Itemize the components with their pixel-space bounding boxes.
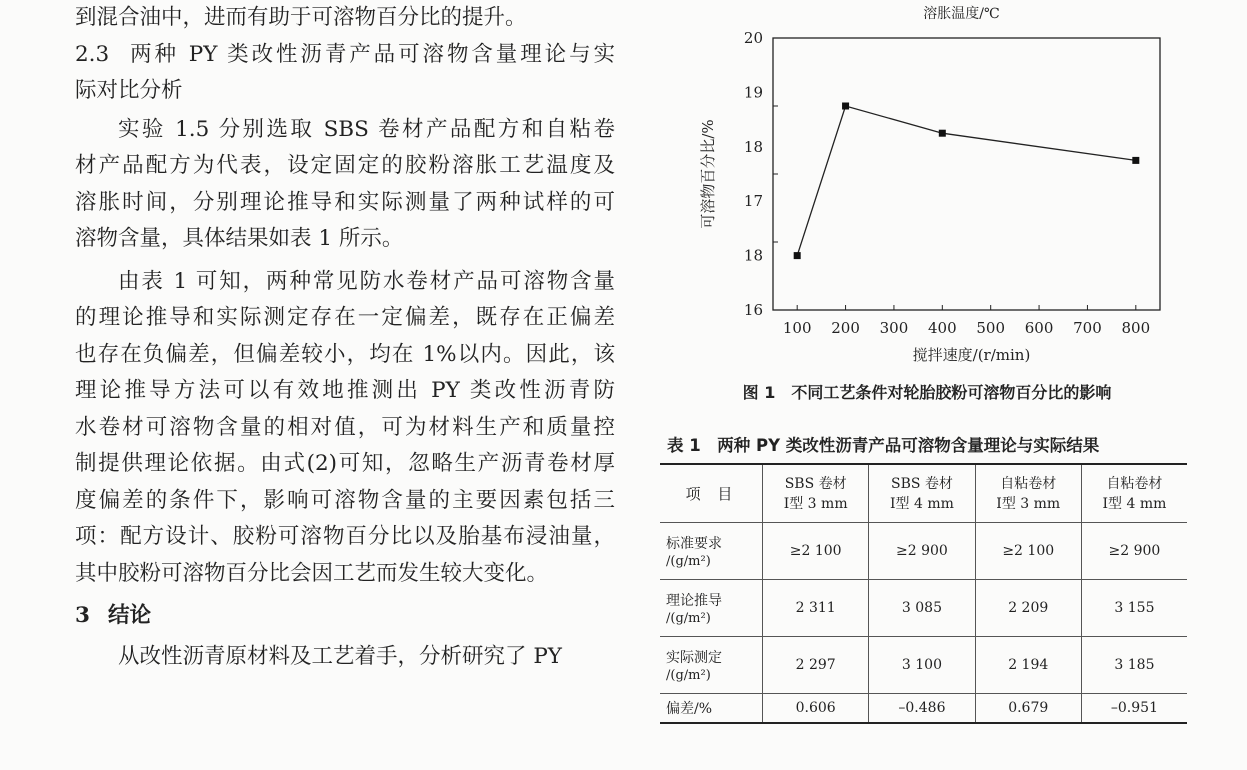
data-point (1132, 157, 1139, 164)
y-tick-label: 17 (743, 192, 763, 211)
table-header-row (660, 464, 1187, 522)
y-tick-label: 19 (743, 83, 763, 102)
text-line: 其中胶粉可溶物百分比会因工艺而发生较大变化。 (75, 560, 549, 586)
row-label-line-1: 理论推导 (666, 592, 722, 609)
row-label-line-1: 标准要求 (666, 535, 722, 552)
data-point (842, 103, 849, 110)
header-col (1081, 464, 1187, 522)
section-number: 3 (75, 603, 90, 628)
text-line: 也存在负偏差，但偏差较小，均在 1%以内。因此，该 (75, 341, 615, 367)
row-label (660, 522, 763, 579)
x-tick-label: 200 (831, 319, 860, 337)
section-title-line-1: 两种 PY 类改性沥青产品可溶物含量理论与实 (127, 41, 615, 67)
section-title: 结论 (107, 603, 151, 628)
header-line-1: 自粘卷材 (1000, 476, 1057, 493)
text-line: 的理论推导和实际测定存在一定偏差，既存在正偏差 (75, 305, 615, 330)
table-cell: ≥2 900 (869, 522, 975, 579)
text-line: 项：配方设计、胶粉可溶物百分比以及胎基布浸油量， (75, 524, 615, 549)
text-line: 制提供理论依据。由式(2)可知，忽略生产沥青卷材厚 (75, 451, 615, 476)
table-cell: 3 185 (1081, 636, 1187, 693)
header-col (763, 464, 869, 522)
table-cell: 2 194 (975, 636, 1081, 693)
x-tick-label: 800 (1121, 319, 1151, 337)
figure-caption: 图 1 不同工艺条件对轮胎胶粉可溶物百分比的影响 (742, 383, 1112, 402)
header-line-2: Ⅰ型 4 mm (1102, 496, 1167, 513)
y-tick-label: 20 (743, 29, 763, 47)
text-line: 溶物含量，具体结果如表 1 所示。 (75, 226, 404, 251)
header-line-1: SBS 卷材 (784, 476, 847, 493)
header-item: 项 目 (685, 484, 739, 503)
table-cell: 2 297 (763, 636, 869, 693)
header-col (975, 464, 1081, 522)
text-line: 理论推导方法可以有效地推测出 PY 类改性沥青防 (75, 378, 615, 403)
x-tick-label: 300 (879, 319, 909, 337)
table-cell: 0.679 (975, 693, 1081, 723)
header-col (869, 464, 975, 522)
table-cell: ≥2 100 (975, 522, 1081, 579)
table-cell: –0.951 (1081, 693, 1187, 723)
x-tick-label: 500 (976, 319, 1006, 337)
table-row (660, 579, 1187, 636)
text-line: 由表 1 可知，两种常见防水卷材产品可溶物含量 (118, 268, 615, 294)
x-tick-label: 100 (782, 319, 812, 337)
text-line: 溶胀时间，分别理论推导和实际测量了两种试样的可 (75, 189, 615, 215)
section-3-heading (75, 598, 615, 635)
data-point (939, 130, 946, 137)
row-label (660, 636, 763, 693)
table-cell: ≥2 100 (763, 522, 869, 579)
text-line: 材产品配方为代表，设定固定的胶粉溶胀工艺温度及 (75, 153, 615, 178)
header-line-1: SBS 卷材 (890, 476, 953, 493)
x-tick-label: 700 (1073, 319, 1102, 337)
paragraph-2 (75, 112, 615, 258)
text-line: 度偏差的条件下，影响可溶物含量的主要因素包括三 (75, 487, 615, 513)
table-cell: 3 085 (869, 579, 975, 636)
row-label (660, 579, 763, 636)
text-line: 水卷材可溶物含量的相对值，可为材料生产和质量控 (75, 414, 615, 440)
header-line-2: Ⅰ型 3 mm (996, 496, 1061, 513)
paragraph-tail: 到混合油中，进而有助于可溶物百分比的提升。 (75, 5, 527, 30)
table-cell: 2 209 (975, 579, 1081, 636)
table-row (660, 636, 1187, 693)
body-text-column (75, 0, 615, 675)
table-cell: 2 311 (763, 579, 869, 636)
section-2-3-heading (75, 37, 615, 74)
text-line: 实验 1.5 分别选取 SBS 卷材产品配方和自粘卷 (118, 116, 615, 142)
table-caption: 表 1 两种 PY 类改性沥青产品可溶物含量理论与实际结果 (667, 436, 1100, 455)
row-label-line-1: 实际测定 (666, 649, 722, 666)
x-axis-label: 搅拌速度/(r/min) (912, 346, 1031, 364)
row-label-unit: /(g/m²) (666, 553, 711, 569)
x-tick-label: 600 (1024, 319, 1054, 337)
line-chart (655, 0, 1195, 375)
table-cell: 3 100 (869, 636, 975, 693)
y-tick-label: 18 (743, 246, 763, 265)
data-point (794, 252, 801, 259)
row-label-unit: /(g/m²) (666, 610, 711, 626)
y-tick-label: 18 (743, 137, 763, 156)
table-cell: 3 155 (1081, 579, 1187, 636)
header-line-2: Ⅰ型 3 mm (783, 496, 848, 513)
table-cell: 0.606 (763, 693, 869, 723)
table-row (660, 522, 1187, 579)
y-axis-label: 可溶物百分比/% (699, 119, 717, 229)
header-line-2: Ⅰ型 4 mm (890, 496, 954, 513)
table-row (660, 693, 1187, 723)
row-label-unit: /(g/m²) (666, 667, 711, 683)
results-table (660, 463, 1187, 724)
y-tick-label: 16 (743, 301, 763, 319)
paragraph-3 (75, 264, 615, 593)
table-cell: ≥2 900 (1081, 522, 1187, 579)
series-line (797, 106, 1136, 256)
header-line-1: 自粘卷材 (1106, 476, 1163, 493)
row-label: 偏差/% (666, 700, 713, 717)
x-tick-label: 400 (927, 319, 957, 337)
chart-title: 溶胀温度/℃ (923, 6, 1000, 22)
plot-frame (773, 38, 1160, 310)
section-2-3-heading-line-2: 际对比分析 (75, 78, 183, 103)
paragraph-4: 从改性沥青原材料及工艺着手，分析研究了 PY (118, 643, 562, 669)
section-number: 2.3 (75, 41, 110, 67)
table-cell: –0.486 (869, 693, 975, 723)
